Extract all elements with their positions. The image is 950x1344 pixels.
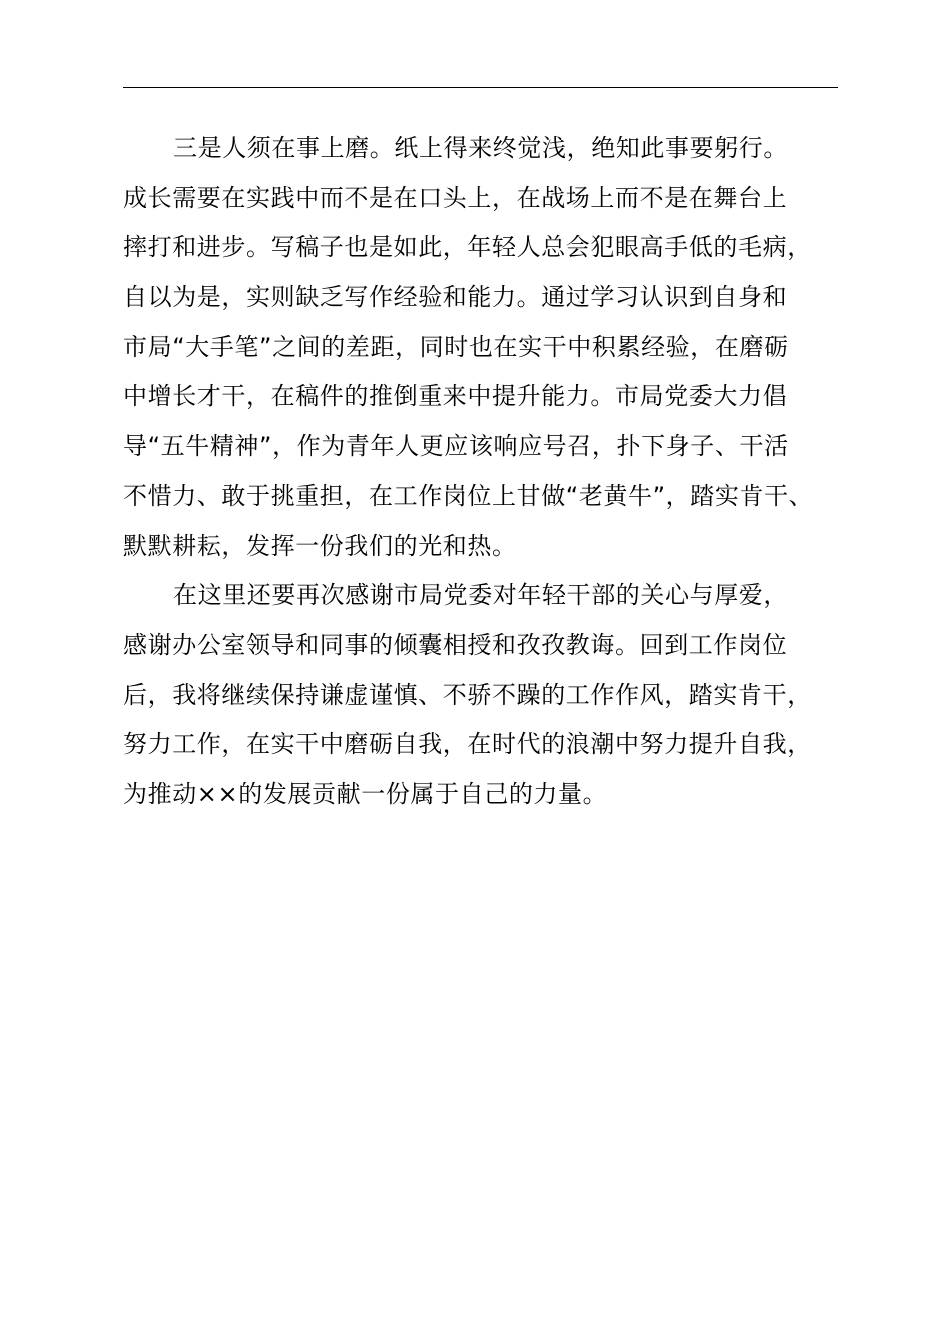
text-line: 默默耕耘，发挥一份我们的光和热。 bbox=[123, 531, 517, 560]
text-line: 导“五牛精神”，作为青年人更应该响应号召，扑下身子、干活 bbox=[123, 432, 789, 461]
body-text bbox=[123, 124, 863, 820]
text-line: 摔打和进步。写稿子也是如此，年轻人总会犯眼高手低的毛病， bbox=[123, 233, 812, 262]
text-line: 三是人须在事上磨。纸上得来终觉浅，绝知此事要躬行。 bbox=[173, 134, 788, 162]
text-line: 中增长才干，在稿件的推倒重来中提升能力。市局党委大力倡 bbox=[123, 382, 788, 411]
text-line: 自以为是，实则缺乏写作经验和能力。通过学习认识到自身和 bbox=[123, 283, 788, 312]
text-line: 不惜力、敢于挑重担，在工作岗位上甘做“老黄牛”，踏实肯干、 bbox=[123, 481, 814, 510]
text-line: 为推动××的发展贡献一份属于自己的力量。 bbox=[123, 779, 608, 808]
text-line: 市局“大手笔”之间的差距，同时也在实干中积累经验，在磨砺 bbox=[123, 332, 789, 361]
paragraph bbox=[123, 124, 863, 571]
text-line: 感谢办公室领导和同事的倾囊相授和孜孜教诲。回到工作岗位 bbox=[123, 630, 788, 659]
paragraph bbox=[123, 571, 863, 819]
text-line: 成长需要在实践中而不是在口头上，在战场上而不是在舞台上 bbox=[123, 183, 788, 212]
text-line: 努力工作，在实干中磨砺自我，在时代的浪潮中努力提升自我， bbox=[123, 730, 812, 759]
header-rule bbox=[123, 87, 838, 88]
text-line: 在这里还要再次感谢市局党委对年轻干部的关心与厚爱， bbox=[173, 581, 788, 610]
text-line: 后，我将继续保持谦虚谨慎、不骄不躁的工作作风，踏实肯干， bbox=[123, 680, 812, 709]
